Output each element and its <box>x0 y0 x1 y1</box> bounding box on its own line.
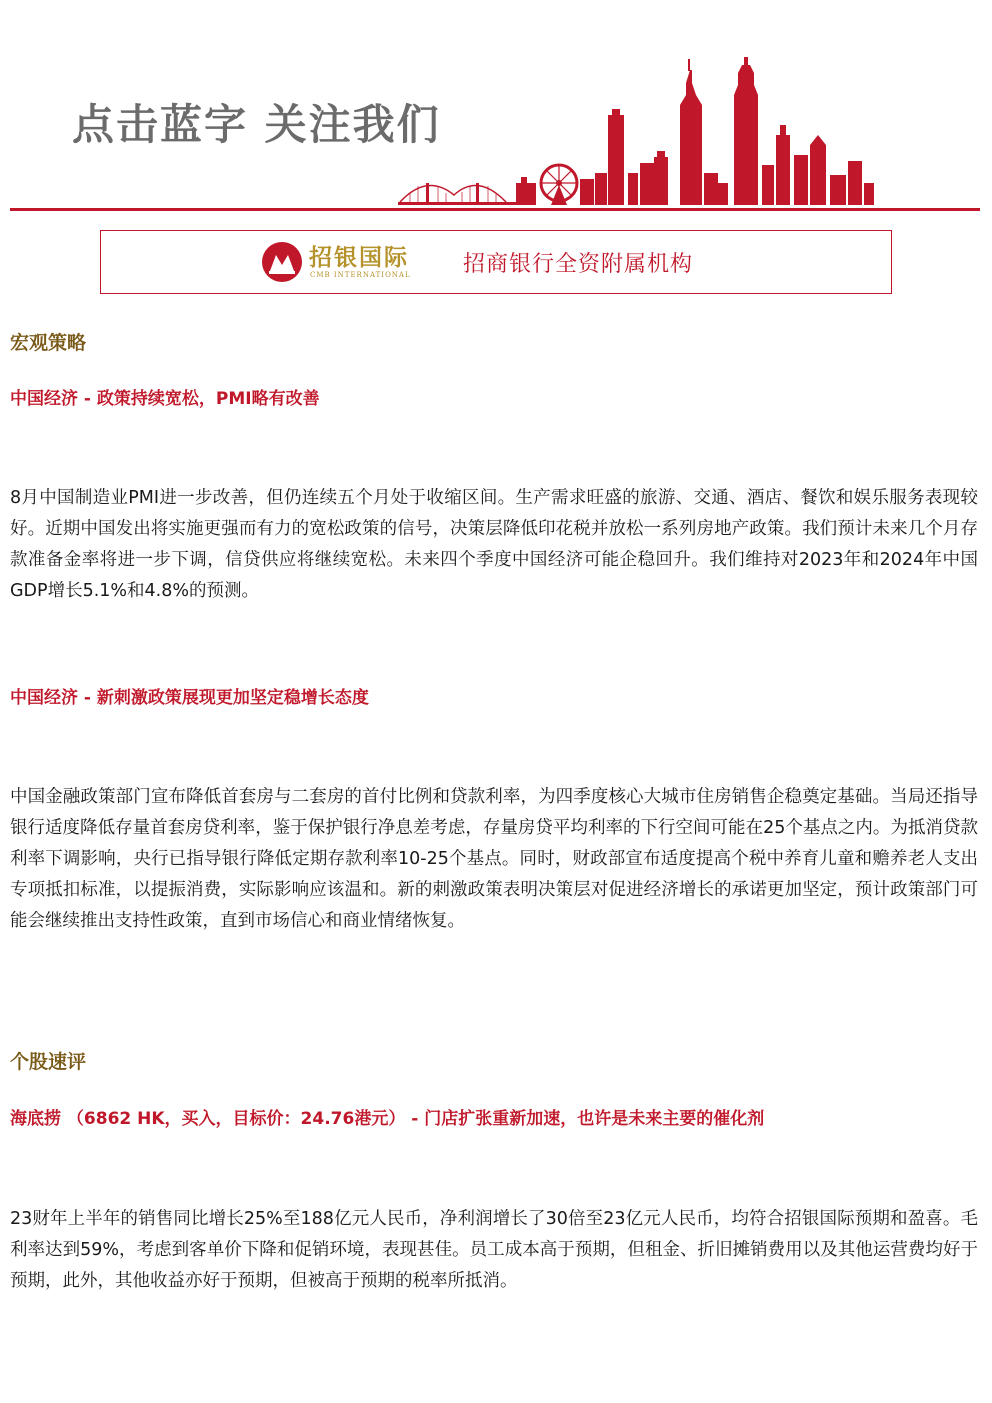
brand-tagline: 招商银行全资附属机构 <box>463 252 694 277</box>
article-title[interactable]: 海底捞 （6862 HK，买入，目标价：24.76港元） - 门店扩张重新加速，也许是未来主要的催化剂 <box>10 1109 765 1129</box>
follow-us-text[interactable]: 点击蓝字 关注我们 <box>72 100 441 149</box>
article-title[interactable]: 中国经济 - 政策持续宽松，PMI略有改善 <box>10 389 320 409</box>
banner-divider <box>10 208 980 211</box>
article-body: 8月中国制造业PMI进一步改善，但仍连续五个月处于收缩区间。生产需求旺盛的旅游、交通、酒店、餐饮和娱乐服务表现较好。近期中国发出将实施更强而有力的宽松政策的信号，决策层降低印花税并放松一系列房地产政策。我们预计未来几个月存款准备金率将进一步下调，信贷供应将继续宽松。未来四个季度中国经济可能企稳回升。我们维持对2023年和2024年中国GDP增长5.1%和4.8%的预测。 <box>10 488 978 601</box>
header-banner <box>0 0 992 215</box>
cmb-logo-icon <box>261 241 303 283</box>
article-title[interactable]: 中国经济 - 新刺激政策展现更加坚定稳增长态度 <box>10 688 369 708</box>
brand-box <box>100 230 892 294</box>
article-body: 中国金融政策部门宣布降低首套房与二套房的首付比例和贷款利率，为四季度核心大城市住房销售企稳奠定基础。当局还指导银行适度降低存量首套房贷利率，鉴于保护银行净息差考虑，存量房贷平均利率的下行空间可能在25个基点之内。为抵消贷款利率下调影响，央行已指导银行降低定期存款利率10-25个基点。同时，财政部宣布适度提高个税中养育儿童和赡养老人支出专项抵扣标准，以提振消费，实际影响应该温和。新的刺激政策表明决策层对促进经济增长的承诺更加坚定，预计政策部门可能会继续推出支持性政策，直到市场信心和商业情绪恢复。 <box>10 787 978 931</box>
section-title-stocks: 个股速评 <box>10 1051 87 1073</box>
article-body: 23财年上半年的销售同比增长25%至188亿元人民币，净利润增长了30倍至23亿元人民币，均符合招银国际预期和盈喜。毛利率达到59%，考虑到客单价下降和促销环境，表现甚佳。员工成本高于预期，但租金、折旧摊销费用以及其他运营费均好于预期，此外，其他收益亦好于预期，但被高于预期的税率所抵消。 <box>10 1209 978 1291</box>
brand-name: 招银国际 <box>309 245 409 271</box>
city-skyline-icon <box>396 55 976 210</box>
brand-english-name: CMB INTERNATIONAL <box>310 271 411 279</box>
section-title-macro: 宏观策略 <box>10 332 87 354</box>
